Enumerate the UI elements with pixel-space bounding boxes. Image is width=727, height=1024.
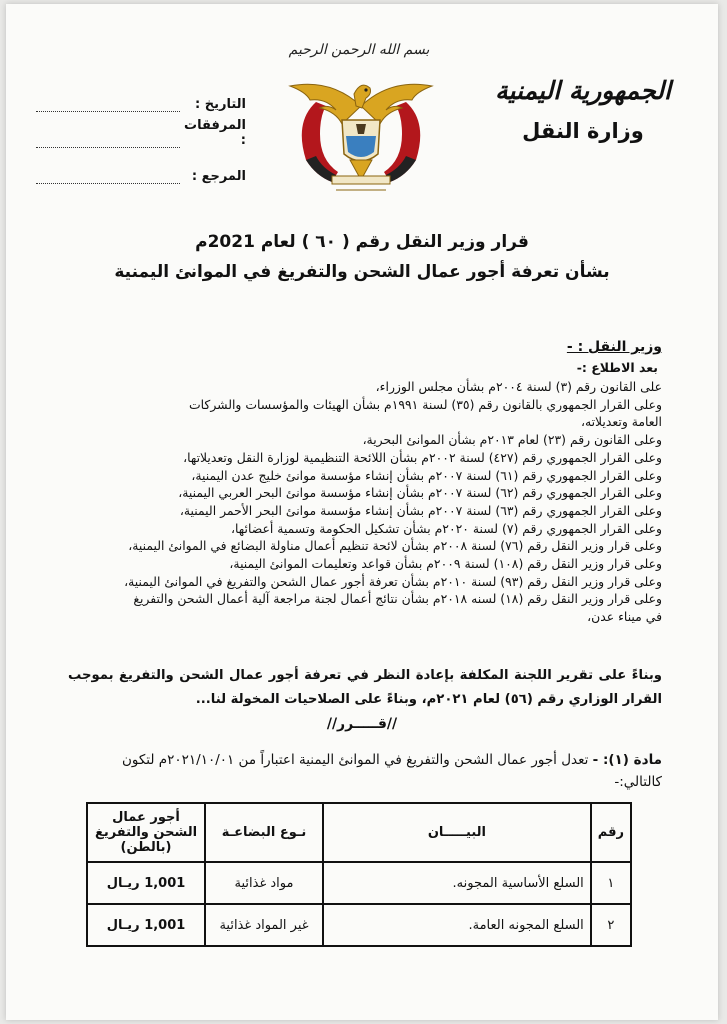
col-header-desc: البيـــــان	[323, 803, 591, 862]
article-1	[76, 749, 662, 793]
col-header-type: نـوع البضاعـة	[205, 803, 323, 862]
legal-references	[76, 378, 662, 626]
cell-type: مواد غذائية	[205, 862, 323, 904]
meta-label: المرجع :	[191, 169, 246, 184]
article-label: مادة (١): -	[592, 752, 662, 768]
meta-blank-line	[36, 171, 180, 184]
cell-desc: السلع الأساسية المجونه.	[323, 862, 591, 904]
basmala-calligraphy: بسم الله الرحمن الرحيم	[288, 42, 430, 58]
whereas-paragraph: وبناءً على تقرير اللجنة المكلفة بإعادة النظر في تعرفة أجور عمال الشحن والتفريغ بموجب القرار الوزاري رقم (٥٦) لعام ٢٠٢١م، وبناءً على الصلاحيات المخولة لنا...	[68, 668, 662, 707]
reference-line: وعلى القانون رقم (٢٣) لعام ٢٠١٣م بشأن الموانئ البحرية،	[362, 432, 662, 448]
cell-type: غير المواد غذائية	[205, 904, 323, 946]
reference-line: في ميناء عدن،	[587, 609, 662, 625]
col-header-wage: أجور عمال الشحن والتفريغ (بالطن)	[87, 803, 205, 862]
after-review-heading: بعد الاطلاع :-	[576, 360, 658, 375]
document-page	[6, 4, 718, 1020]
reference-line: وعلى قرار وزير النقل رقم (٩٣) لسنة ٢٠١٠م بشأن تعرفة أجور عمال الشحن والتفريغ في الموانئ اليمنية،	[124, 573, 662, 589]
minister-heading: وزير النقل : -	[566, 339, 662, 355]
reference-line: وعلى القرار الجمهوري رقم (٦١) لسنة ٢٠٠٧م بشأن إنشاء مؤسسة موانئ خليج عدن اليمنية،	[191, 467, 662, 483]
cell-wage: 1,001 ريـال	[87, 904, 205, 946]
cell-num: ١	[591, 862, 631, 904]
reference-line: وعلى القرار الجمهوري رقم (٧) لسنة ٢٠٢٠م بشأن تشكيل الحكومة وتسمية أعضائها،	[231, 520, 662, 536]
reference-line: وعلى القرار الجمهوري رقم (٦٣) لسنة ٢٠٠٧م بشأن إنشاء مؤسسة موانئ البحر الأحمر اليمنية،	[179, 502, 662, 518]
meta-blank-line	[36, 99, 180, 112]
reference-line: وعلى قرار وزير النقل رقم (١٠٨) لسنة ٢٠٠٩م بشأن قواعد وتعليمات الموانئ اليمنية،	[229, 556, 662, 572]
col-header-num: رقم	[591, 803, 631, 862]
yemen-eagle-emblem-icon	[276, 64, 446, 194]
meta-row-attachments	[36, 112, 246, 148]
table-row	[87, 904, 631, 946]
reference-line: وعلى القرار الجمهوري رقم (٦٢) لسنة ٢٠٠٧م بشأن إنشاء مؤسسة موانئ البحر العربي اليمنية،	[178, 485, 662, 501]
ministry-name: وزارة النقل	[522, 119, 644, 143]
decree-subject: بشأن تعرفة أجور عمال الشحن والتفريغ في الموانئ اليمنية	[114, 262, 610, 282]
reference-line: وعلى قرار وزير النقل رقم (١٨) لسنه ٢٠١٨م بشأن نتائج أعمال لجنة مراجعة آلية أعمال الشحن والتفريغ	[133, 591, 662, 607]
reference-line: وعلى القرار الجمهوري بالقانون رقم (٣٥) لسنة ١٩٩١م بشأن الهيئات والمؤسسات والشركات	[188, 396, 662, 412]
table-header-row	[87, 803, 631, 862]
reference-line: العامة وتعديلاته،	[580, 414, 662, 430]
meta-label: التاريخ :	[195, 97, 246, 112]
letterhead-org	[488, 76, 678, 143]
reference-line: وعلى القرار الجمهوري رقم (٤٢٧) لسنة ٢٠٠٢م بشأن اللائحة التنظيمية لوزارة النقل وتعديلاتها،	[183, 449, 662, 465]
cell-num: ٢	[591, 904, 631, 946]
decree-title: قرار وزير النقل رقم ( ٦٠ ) لعام 2021م	[195, 232, 529, 252]
cell-desc: السلع المجونه العامة.	[323, 904, 591, 946]
tariff-table	[86, 802, 632, 947]
cell-wage: 1,001 ريـال	[87, 862, 205, 904]
decided-heading: //قـــــرر//	[326, 716, 398, 732]
meta-label: المرفقات :	[184, 118, 246, 148]
letter-meta-fields	[36, 76, 246, 184]
meta-row-reference	[36, 148, 246, 184]
reference-line: وعلى قرار وزير النقل رقم (٧٦) لسنة ٢٠٠٨م بشأن لائحة تنظيم أعمال مناولة البضائع في الموانئ اليمنية،	[128, 538, 662, 554]
reference-line: على القانون رقم (٣) لسنة ٢٠٠٤م بشأن مجلس الوزراء،	[375, 379, 662, 394]
table-row	[87, 862, 631, 904]
meta-row-date	[36, 76, 246, 112]
article-text: تعدل أجور عمال الشحن والتفريغ في الموانئ اليمنية اعتباراً من ٢٠٢١/١٠/٠١م لتكون كالتالي:-	[121, 752, 662, 790]
republic-name: الجمهورية اليمنية	[495, 76, 671, 105]
meta-blank-line	[36, 135, 180, 148]
